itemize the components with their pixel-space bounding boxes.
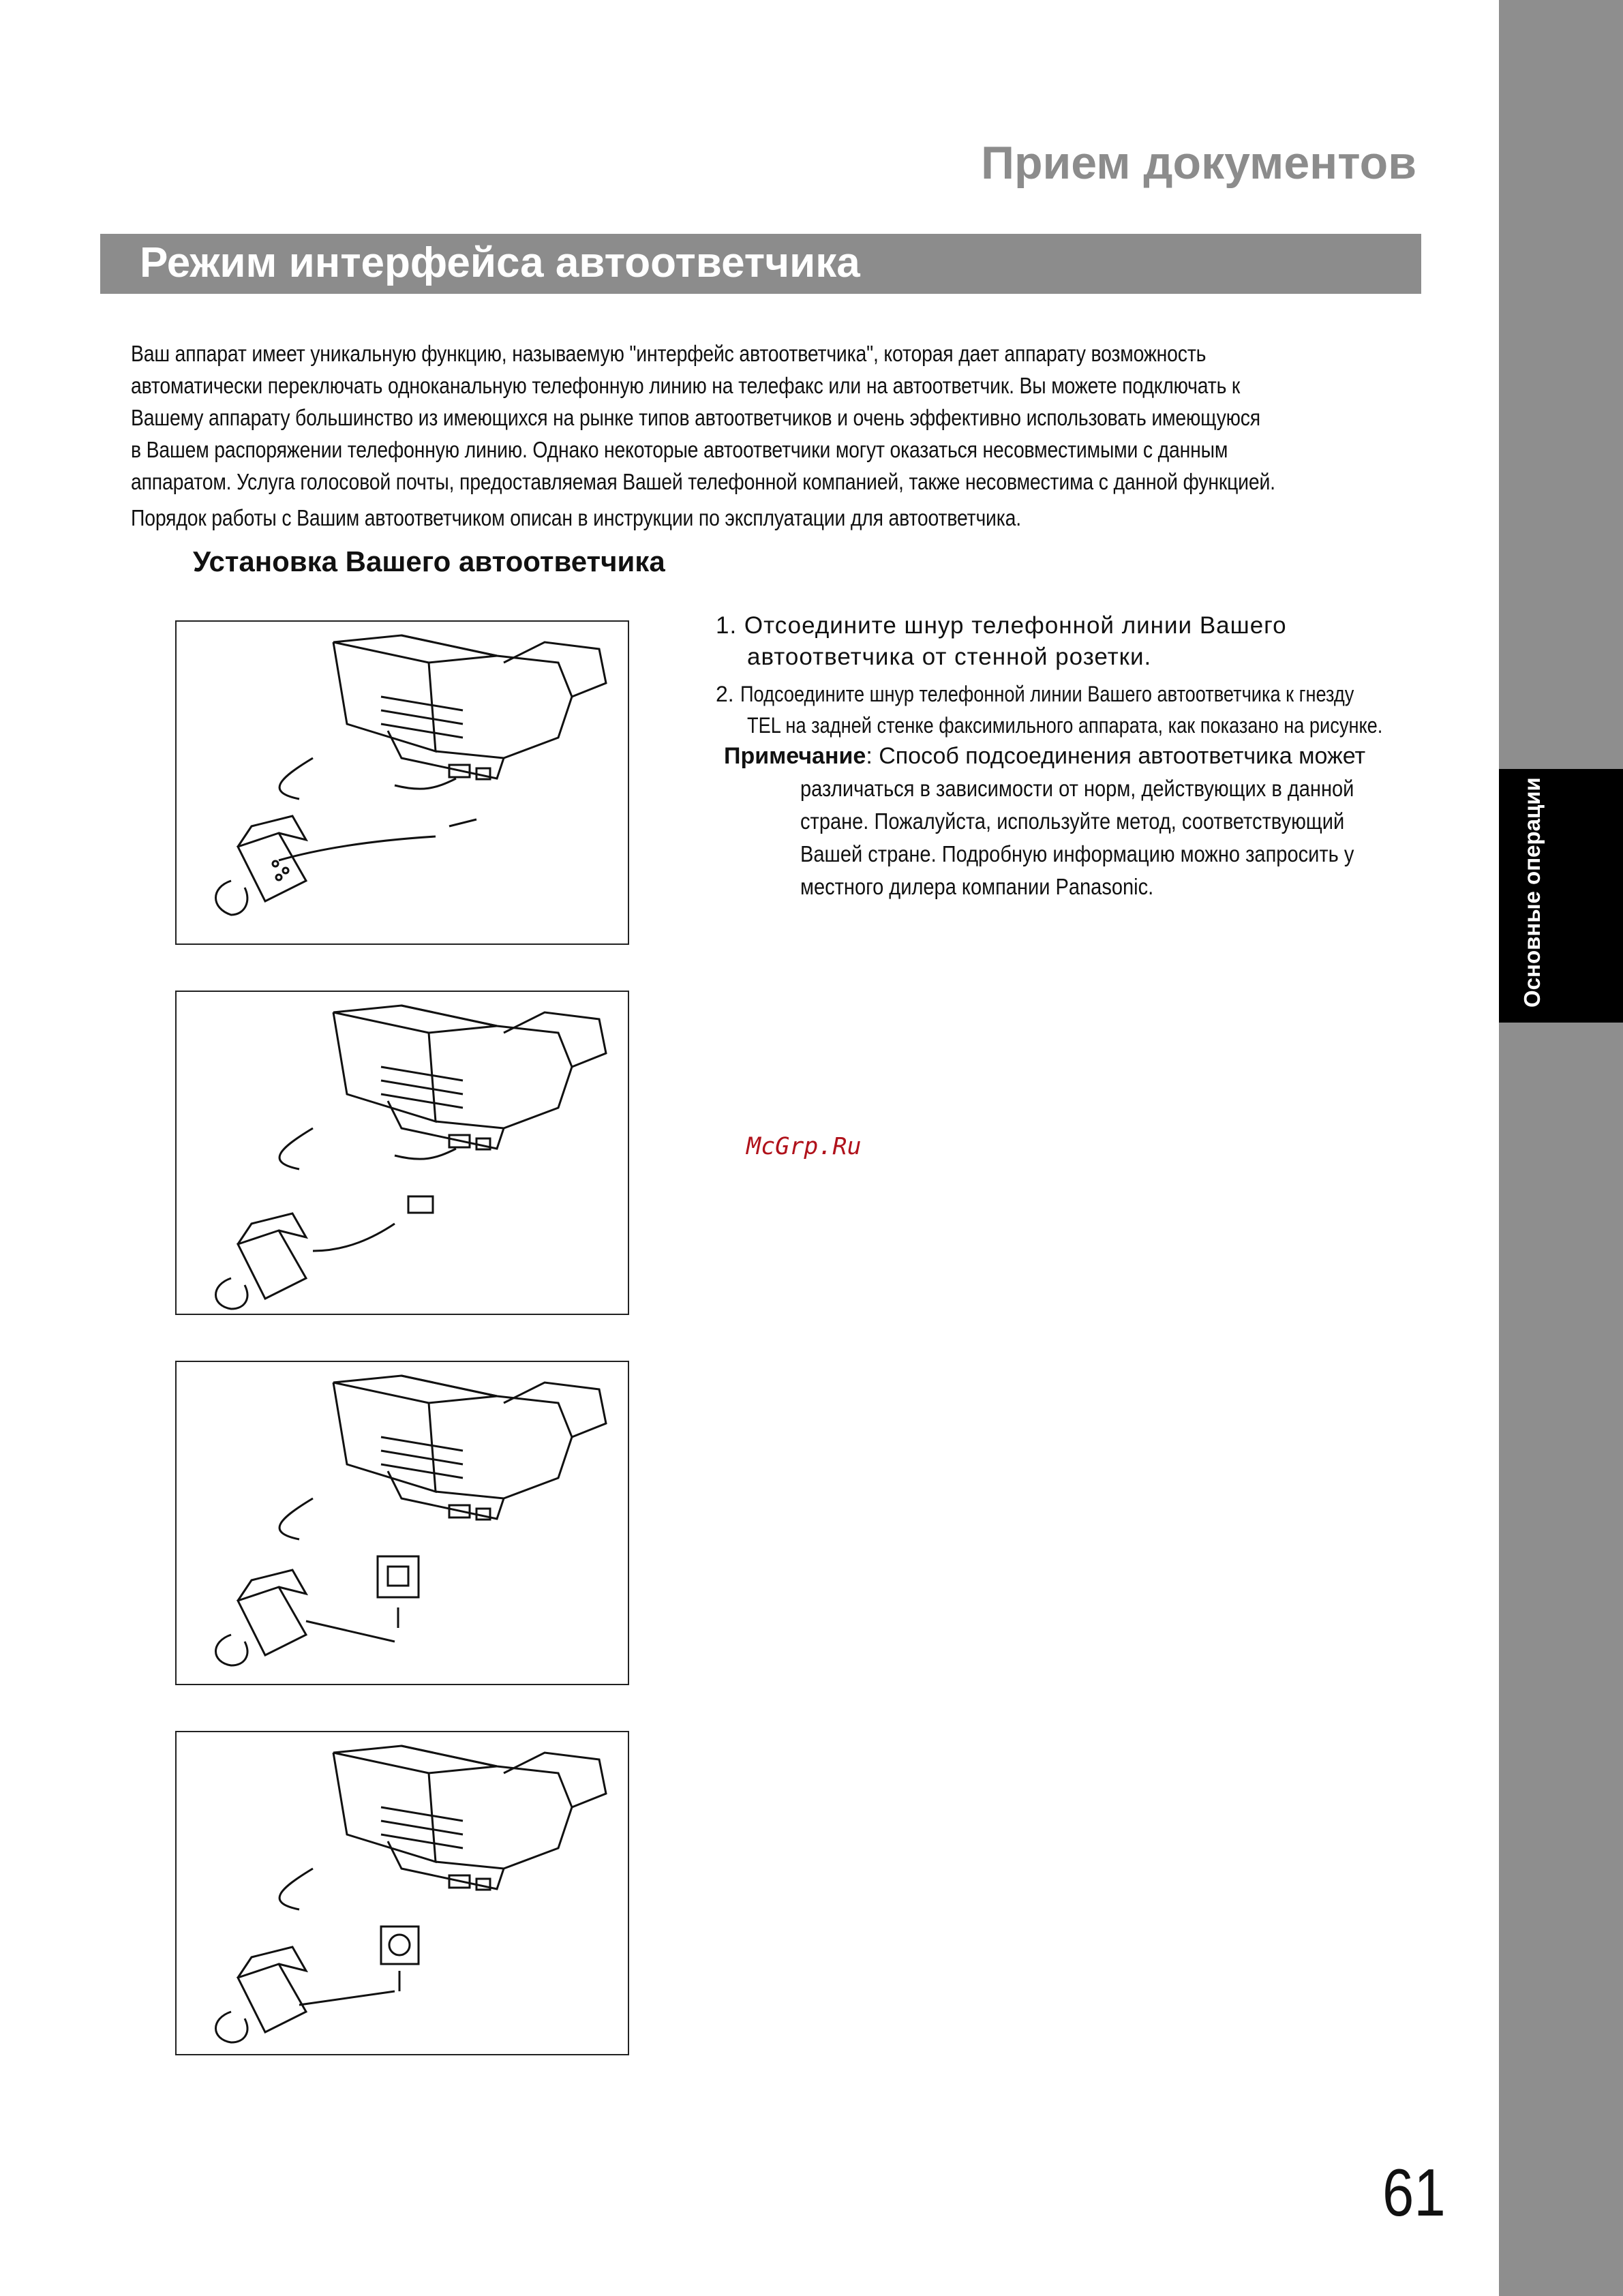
section-title: Прием документов xyxy=(981,137,1416,189)
fax-connection-illustration xyxy=(177,992,631,1316)
step-2-line: TEL на задней стенке факсимильного аппарата, как показано на рисунке. xyxy=(747,713,1383,738)
note-line: различаться в зависимости от норм, действующих в данной xyxy=(800,776,1354,801)
intro-line: аппаратом. Услуга голосовой почты, предоставляемая Вашей телефонной компанией, также несовместима с данной функцией. xyxy=(131,469,1275,494)
figure-wall-jack-connection xyxy=(175,1361,629,1685)
fax-connection-illustration xyxy=(177,622,631,946)
note-block xyxy=(724,740,1474,903)
fax-connection-illustration xyxy=(177,1732,631,2057)
step-1 xyxy=(716,610,1479,673)
intro-line: Ваш аппарат имеет уникальную функцию, называемую "интерфейс автоответчика", которая дает аппарату возможность xyxy=(131,341,1207,366)
fax-connection-illustration xyxy=(177,1362,631,1687)
intro-line: Порядок работы с Вашим автоответчиком описан в инструкции по эксплуатации для автоответчика. xyxy=(131,505,1021,530)
note-line: Вашей стране. Подробную информацию можно запросить у xyxy=(800,841,1354,866)
intro-paragraph xyxy=(131,337,1467,534)
page-number: 61 xyxy=(1382,2155,1446,2230)
instruction-steps xyxy=(716,610,1479,741)
note-text: : Способ подсоединения автоответчика может xyxy=(866,743,1366,769)
figure-adapter-connection xyxy=(175,991,629,1315)
note-label: Примечание xyxy=(724,743,866,769)
step-2 xyxy=(716,678,1479,741)
intro-line: автоматически переключать одноканальную телефонную линию на телефакс или на автоответчик. Вы можете подключать к xyxy=(131,373,1241,398)
step-1-line: автоответчика от стенной розетки. xyxy=(747,644,1152,670)
step-2-line: Подсоедините шнур телефонной линии Вашего автоответчика к гнезду xyxy=(740,682,1354,706)
side-margin-bar xyxy=(1499,0,1623,2296)
side-chapter-tab xyxy=(1499,769,1623,1023)
note-line: стране. Пожалуйста, используйте метод, соответствующий xyxy=(800,809,1345,834)
intro-line: Вашему аппарату большинство из имеющихся на рынке типов автоответчиков и очень эффективно использовать имеющуюся xyxy=(131,405,1260,430)
intro-line: в Вашем распоряжении телефонную линию. Однако некоторые автоответчики могут оказаться несовместимыми с данным xyxy=(131,437,1228,462)
figure-round-socket-connection xyxy=(175,1731,629,2055)
subheading: Установка Вашего автоответчика xyxy=(193,545,665,577)
figure-direct-connection xyxy=(175,620,629,945)
page-title: Режим интерфейса автоответчика xyxy=(140,239,860,286)
side-chapter-label: Основные операции xyxy=(1519,777,1545,1008)
note-line: местного дилера компании Panasonic. xyxy=(800,874,1154,899)
watermark: McGrp.Ru xyxy=(746,1133,862,1160)
step-1-line: 1. Отсоедините шнур телефонной линии Вашего xyxy=(716,612,1287,639)
step-2-number: 2. xyxy=(716,682,734,706)
